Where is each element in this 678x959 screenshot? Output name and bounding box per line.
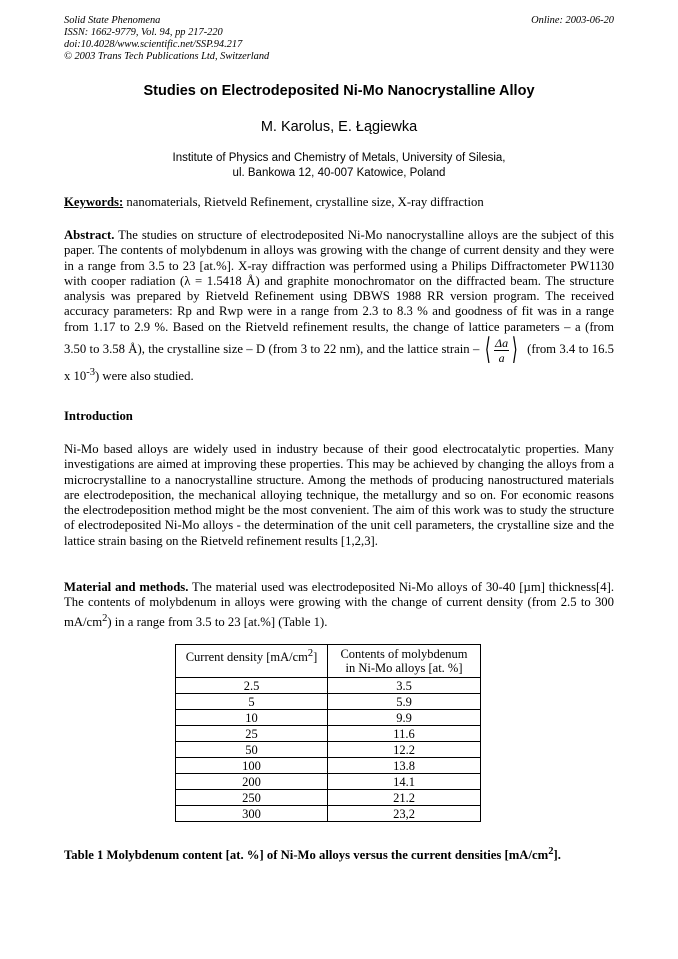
affiliation-line-2: ul. Bankowa 12, 40-007 Katowice, Poland <box>232 167 446 179</box>
cell-mo-content: 9.9 <box>328 710 481 726</box>
table-row <box>176 726 481 742</box>
introduction-text: Ni-Mo based alloys are widely used in industry because of their good electrocatalytic properties. Many investigations are aimed at improving these properties. This may be achieved by changing the alloys from a microcrystalline to a nanocrystalline structure. Among the methods of producing nanostructured materials are electrodeposition, the mechanical alloying technique, the metallurgy and so on. For economic reasons the electrodeposition method might be the most convenient. The aim of this work was to study the structure of electrodeposited Ni-Mo alloys - the determination of the unit cell parameters, the crystalline size and the lattice strain basing on the Rietveld refinement results [1,2,3]. <box>64 442 614 548</box>
keywords-text: nanomaterials, Rietveld Refinement, crystalline size, X-ray diffraction <box>123 195 484 209</box>
table-header-row <box>176 645 481 678</box>
introduction-heading: Introduction <box>64 409 133 423</box>
cell-current-density: 25 <box>176 726 328 742</box>
cell-mo-content: 5.9 <box>328 694 481 710</box>
abstract <box>64 228 614 385</box>
keywords-label: Keywords: <box>64 195 124 209</box>
table-row <box>176 774 481 790</box>
table-row <box>176 678 481 694</box>
affiliation-line-1: Institute of Physics and Chemistry of Metals, University of Silesia, <box>172 152 506 164</box>
table-row <box>176 758 481 774</box>
materials-methods <box>64 580 614 630</box>
cell-mo-content: 23,2 <box>328 806 481 822</box>
materials-text-2: ) in a range from 3.5 to 23 [at.%] (Table 1). <box>107 614 328 629</box>
cell-current-density: 200 <box>176 774 328 790</box>
issn-line: ISSN: 1662-9779, Vol. 94, pp 217-220 <box>64 27 223 38</box>
paper-authors: M. Karolus, E. Łągiewka <box>260 119 418 135</box>
table-row <box>176 806 481 822</box>
affiliation <box>0 151 678 181</box>
materials-label: Material and methods. <box>64 580 189 594</box>
cell-mo-content: 14.1 <box>328 774 481 790</box>
abstract-exponent: -3 <box>86 367 96 379</box>
col-current-density-header: Current density $[mA/cm^2]$ <box>176 645 328 678</box>
cell-current-density: 2.5 <box>176 678 328 694</box>
materials-sup: 2 <box>102 612 108 624</box>
abstract-text: The studies on structure of electrodeposited Ni-Mo nanocrystalline alloys are the subject of this paper. The contents of molybdenum in alloys was growing with the change of current density and they were in a range from 3.5 to 23 [at.%]. X-ray diffraction was performed using a Philips Diffractometer PW1130 with cooper radiation (λ = 1.5418 Å) and graphite monochromator on the diffracted beam. The structure analysis was prepared by Rietveld Refinement using DBWS 1988 RR version program. The received accuracy parameters: Rp and Rwp were in a range from 2.3 to 8.3 % and goodness of fit was in a range from 1.17 to 2.9 %. Based on the Rietveld refinement results, the change of lattice parameters – a (from 3.50 to 3.58 Å), the crystalline size – D (from 3 to 22 nm), and the lattice strain – <box>64 228 614 356</box>
cell-current-density: 50 <box>176 742 328 758</box>
cell-current-density: 10 <box>176 710 328 726</box>
table-1 <box>175 644 481 822</box>
formula-denominator: a <box>498 350 505 365</box>
lattice-strain-formula: ⟨ $\frac{\Delta a}{a}$ ⟩ <box>485 333 518 367</box>
running-header <box>64 15 614 63</box>
paper-title: Studies on Electrodeposited Ni-Mo Nanocrystalline Alloy <box>143 83 535 99</box>
col-molybdenum-header: Contents of molybdenum in Ni-Mo alloys [at. %] <box>328 645 481 678</box>
cell-current-density: 5 <box>176 694 328 710</box>
table-row <box>176 710 481 726</box>
abstract-label: Abstract. <box>64 228 115 242</box>
table-1-caption: Table 1 Molybdenum content [at. %] of Ni-Mo alloys versus the current densities $[mA/cm^2]$. <box>64 846 561 863</box>
table-row <box>176 790 481 806</box>
cell-mo-content: 12.2 <box>328 742 481 758</box>
cell-mo-content: 3.5 <box>328 678 481 694</box>
table-row <box>176 694 481 710</box>
abstract-tail: (from 3.4 to 16.5 x 10 <box>64 342 615 384</box>
cell-current-density: 250 <box>176 790 328 806</box>
keywords <box>64 195 614 210</box>
copyright-line: © 2003 Trans Tech Publications Ltd, Switzerland <box>64 51 270 62</box>
online-date: Online: 2003-06-20 <box>531 15 614 26</box>
journal-name: Solid State Phenomena <box>64 15 161 26</box>
cell-mo-content: 11.6 <box>328 726 481 742</box>
formula-numerator: Δa <box>495 335 509 350</box>
cell-mo-content: 13.8 <box>328 758 481 774</box>
doi-line: doi:10.4028/www.scientific.net/SSP.94.217 <box>64 39 243 50</box>
materials-text-1: The material used was electrodeposited Ni-Mo alloys of 30-40 [µm] thickness[4]. The contents of molybdenum in alloys were growing with the change of current density (from 2.5 to 300 mA/cm <box>64 580 614 629</box>
table-row <box>176 742 481 758</box>
cell-current-density: 100 <box>176 758 328 774</box>
abstract-tail-end: ) were also studied. <box>95 369 194 384</box>
cell-current-density: 300 <box>176 806 328 822</box>
cell-mo-content: 21.2 <box>328 790 481 806</box>
